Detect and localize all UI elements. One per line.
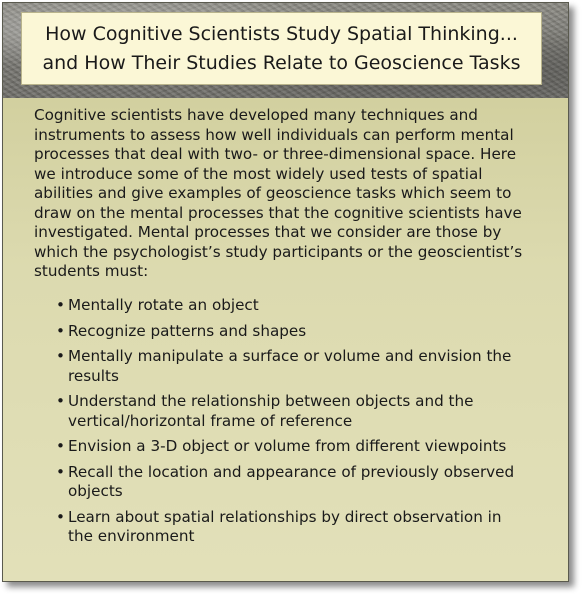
intro-line: investigated. Mental processes that we consider are those by [34, 223, 502, 241]
intro-line: instruments to assess how well individuals can perform mental [34, 125, 514, 144]
list-item-text: Envision a 3-D object or volume from different viewpoints [68, 437, 507, 455]
list-item-text: Mentally rotate an object [68, 296, 259, 314]
bullet-icon: • [56, 437, 65, 455]
bullet-icon: • [56, 462, 65, 481]
intro-line: abilities and give examples of geoscience tasks which seem to [34, 184, 512, 202]
intro-paragraph [34, 106, 554, 282]
list-item [56, 463, 546, 502]
list-item-text: Mentally manipulate a surface or volume and envision the [68, 347, 512, 365]
slide-panel [2, 2, 569, 582]
list-item-text: vertical/horizontal frame of reference [68, 411, 353, 430]
list-item-text: objects [68, 482, 123, 500]
list-item [56, 437, 546, 457]
list-item-text: Recognize patterns and shapes [68, 321, 307, 340]
list-item [56, 322, 546, 342]
list-item [56, 347, 546, 386]
intro-line: Cognitive scientists have developed many techniques and [34, 106, 478, 124]
list-item-text: Understand the relationship between objects and the [68, 392, 474, 410]
list-item [56, 508, 546, 547]
title-box [21, 12, 542, 85]
bullet-icon: • [56, 392, 65, 410]
intro-line: draw on the mental processes that the cognitive scientists have [34, 203, 522, 222]
intro-line: processes that deal with two- or three-dimensional space. Here [34, 145, 517, 163]
content-area [3, 98, 568, 582]
intro-line: we introduce some of the most widely used tests of spatial [34, 164, 483, 183]
list-item [56, 392, 546, 431]
list-item-text: Learn about spatial relationships by direct observation in [68, 507, 502, 526]
bullet-icon: • [56, 321, 65, 340]
bullet-icon: • [56, 296, 65, 314]
bullet-list [56, 296, 546, 553]
list-item-text: the environment [68, 527, 195, 545]
title-line-1: How Cognitive Scientists Study Spatial Thinking... [45, 22, 518, 45]
bullet-icon: • [56, 507, 65, 526]
intro-line: which the psychologist’s study participants or the geoscientist’s [34, 242, 523, 261]
intro-line: students must: [34, 262, 149, 280]
title-line-2: and How Their Studies Relate to Geoscience Tasks [42, 51, 521, 74]
bullet-icon: • [56, 347, 65, 365]
list-item-text: results [68, 366, 119, 385]
list-item [56, 296, 546, 316]
list-item-text: Recall the location and appearance of previously observed [68, 462, 515, 481]
stone-texture-header [3, 3, 568, 98]
